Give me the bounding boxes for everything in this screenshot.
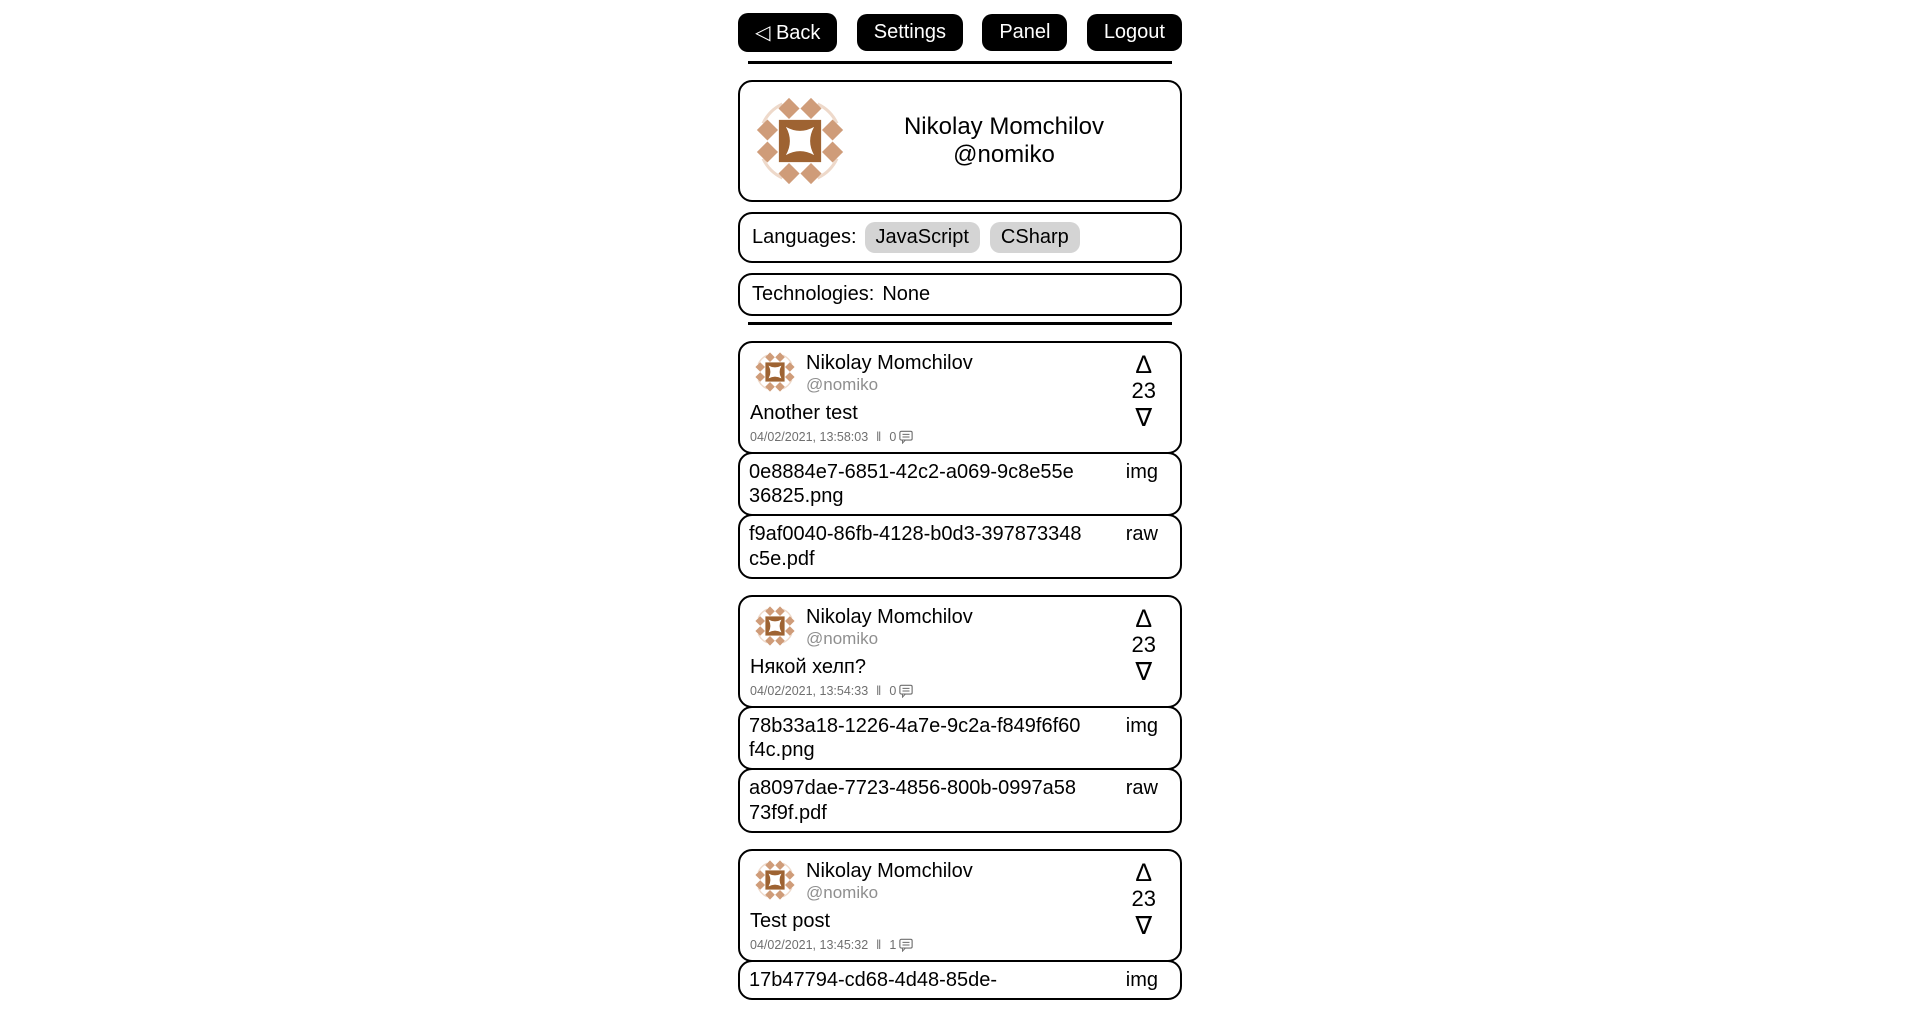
vote-column [1132, 859, 1156, 940]
post-author-handle: @nomiko [806, 883, 879, 903]
post-author [806, 606, 973, 649]
profile-name: Nikolay Momchilov [903, 112, 1105, 140]
post-group [738, 341, 1182, 579]
downvote-icon[interactable]: ∇ [1135, 403, 1153, 432]
posts-divider [748, 322, 1172, 325]
profile-handle: @nomiko [953, 141, 1055, 168]
panel-button[interactable]: Panel [982, 14, 1067, 51]
profile-avatar [756, 97, 844, 185]
post-author [806, 352, 973, 395]
post-author-avatar [755, 352, 795, 392]
post-author-avatar [755, 606, 795, 646]
post-card[interactable] [738, 595, 1182, 708]
vote-score: 23 [1131, 378, 1156, 403]
post-author-avatar [755, 860, 795, 900]
post-card[interactable] [738, 849, 1182, 962]
vote-column [1132, 605, 1156, 686]
post-timestamp: 04/02/2021, 13:58:03 [750, 429, 869, 444]
attachment-row[interactable] [738, 706, 1182, 771]
comment-icon [899, 430, 913, 444]
comment-count-wrap [889, 430, 913, 444]
languages-card [738, 212, 1182, 263]
attachment-filename: 17b47794-cd68-4d48-85de- [749, 968, 997, 991]
post-group [738, 595, 1182, 833]
attachment-type: img [1125, 714, 1158, 737]
profile-names [844, 113, 1164, 170]
meta-separator: ‖ [876, 683, 882, 698]
logout-button[interactable]: Logout [1087, 14, 1182, 51]
upvote-icon[interactable]: Δ [1135, 351, 1153, 379]
comment-count: 0 [889, 429, 897, 444]
post-author-name: Nikolay Momchilov [806, 352, 973, 374]
vote-column [1132, 351, 1156, 432]
attachment-type: raw [1125, 523, 1158, 546]
language-tag: CSharp [990, 222, 1080, 253]
technologies-label: Technologies: [752, 283, 875, 305]
settings-button[interactable]: Settings [857, 14, 963, 51]
post-title: Test post [750, 909, 831, 932]
post-title: Някой хелп? [750, 655, 866, 678]
attachment-filename: 0e8884e7-6851-42c2-a069-9c8e55e36825.png [749, 460, 1074, 507]
post-meta [750, 684, 1168, 698]
post-card[interactable] [738, 341, 1182, 454]
comment-count: 0 [889, 683, 897, 698]
post-author [806, 860, 973, 903]
attachment-row[interactable] [738, 514, 1182, 579]
languages-label: Languages: [752, 226, 857, 248]
upvote-icon[interactable]: Δ [1135, 605, 1153, 634]
comment-icon [899, 684, 913, 698]
downvote-icon[interactable]: ∇ [1135, 657, 1153, 686]
meta-separator: ‖ [876, 429, 882, 444]
comment-count-wrap [889, 684, 913, 698]
technologies-value: None [882, 283, 931, 305]
attachment-type: img [1125, 460, 1158, 483]
post-meta [750, 430, 1168, 444]
vote-score: 23 [1131, 632, 1156, 658]
upvote-icon[interactable]: Δ [1135, 859, 1153, 888]
post-author-name: Nikolay Momchilov [806, 606, 973, 629]
post-author-name: Nikolay Momchilov [806, 860, 973, 883]
top-divider [748, 61, 1172, 64]
post-title: Another test [750, 401, 858, 424]
attachment-type: raw [1125, 777, 1158, 800]
post-header [755, 860, 1168, 903]
comment-icon [899, 938, 913, 952]
attachment-type: img [1125, 968, 1158, 991]
meta-separator: ‖ [876, 937, 882, 952]
attachment-row[interactable] [738, 452, 1182, 517]
post-author-handle: @nomiko [806, 629, 879, 649]
post-header [755, 352, 1168, 395]
post-header [755, 606, 1168, 649]
comment-count: 1 [889, 937, 897, 952]
toolbar [738, 13, 1182, 52]
downvote-icon[interactable]: ∇ [1135, 911, 1153, 940]
technologies-card [738, 273, 1182, 316]
page [738, 0, 1182, 1000]
attachment-filename: a8097dae-7723-4856-800b-0997a5873f9f.pdf [749, 777, 1076, 824]
attachment-row[interactable] [738, 768, 1182, 833]
comment-count-wrap [889, 938, 913, 952]
post-author-handle: @nomiko [806, 375, 879, 394]
profile-card [738, 80, 1182, 202]
attachment-filename: f9af0040-86fb-4128-b0d3-397873348c5e.pdf [749, 523, 1082, 570]
language-tag: JavaScript [865, 222, 980, 253]
post-timestamp: 04/02/2021, 13:54:33 [750, 683, 869, 698]
back-button[interactable]: ◁ Back [738, 13, 837, 52]
post-meta [750, 938, 1168, 952]
post-group [738, 849, 1182, 1000]
attachment-filename: 78b33a18-1226-4a7e-9c2a-f849f6f60f4c.png [749, 714, 1081, 762]
post-timestamp: 04/02/2021, 13:45:32 [750, 937, 869, 952]
vote-score: 23 [1131, 886, 1156, 912]
attachment-row[interactable] [738, 960, 1182, 1000]
